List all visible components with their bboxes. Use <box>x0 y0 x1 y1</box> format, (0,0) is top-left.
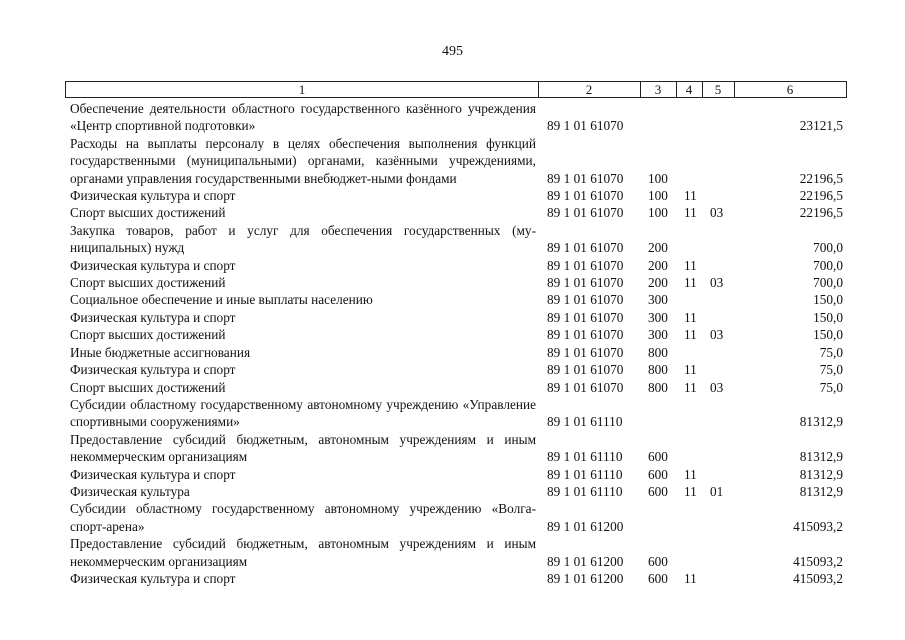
table-row <box>65 309 847 326</box>
row-target-code: 89 1 01 61110 <box>547 483 623 499</box>
row-expense-type: 200 <box>648 240 668 256</box>
row-amount: 23121,5 <box>799 118 843 134</box>
budget-table <box>65 81 847 587</box>
row-expense-type: 800 <box>648 362 668 378</box>
row-amount: 415093,2 <box>793 553 843 569</box>
row-expense-type: 100 <box>648 188 668 204</box>
table-row <box>65 379 847 396</box>
row-amount: 81312,9 <box>799 449 843 465</box>
row-target-code: 89 1 01 61070 <box>547 205 624 221</box>
row-target-code: 89 1 01 61070 <box>547 309 624 325</box>
row-target-code: 89 1 01 61200 <box>547 518 624 534</box>
row-amount: 415093,2 <box>793 570 843 586</box>
table-row <box>65 466 847 483</box>
row-section: 11 <box>684 309 697 325</box>
row-target-code: 89 1 01 61110 <box>547 466 623 482</box>
table-row <box>65 326 847 343</box>
row-expense-type: 600 <box>648 449 668 465</box>
row-target-code: 89 1 01 61110 <box>547 414 623 430</box>
table-row <box>65 570 847 587</box>
table-row <box>65 135 847 187</box>
header-col-3: 3 <box>640 82 677 97</box>
table-row <box>65 274 847 291</box>
row-amount: 700,0 <box>813 257 843 273</box>
row-section: 11 <box>684 257 697 273</box>
row-amount: 22196,5 <box>799 205 843 221</box>
row-amount: 81312,9 <box>799 466 843 482</box>
row-section: 11 <box>684 188 697 204</box>
row-description: Физическая культура и спорт <box>70 570 236 586</box>
table-row <box>65 535 847 570</box>
row-target-code: 89 1 01 61070 <box>547 327 624 343</box>
row-description: Физическая культура и спорт <box>70 309 236 325</box>
row-target-code: 89 1 01 61200 <box>547 570 624 586</box>
row-amount: 415093,2 <box>793 518 843 534</box>
header-col-6: 6 <box>786 82 794 97</box>
row-expense-type: 100 <box>648 170 668 186</box>
row-section: 11 <box>684 205 697 221</box>
row-description: Физическая культура <box>70 483 190 499</box>
row-description: Закупка товаров, работ и услуг для обеспечения государственных (му-ниципальных) нужд <box>70 222 536 256</box>
table-row <box>65 257 847 274</box>
row-expense-type: 300 <box>648 309 668 325</box>
row-description: Предоставление субсидий бюджетным, автономным учреждениям и иным некоммерческим организациям <box>70 431 536 465</box>
row-section: 11 <box>684 570 697 586</box>
row-amount: 75,0 <box>819 344 843 360</box>
row-expense-type: 300 <box>648 292 668 308</box>
table-row <box>65 187 847 204</box>
row-description: Физическая культура и спорт <box>70 257 236 273</box>
row-target-code: 89 1 01 61070 <box>547 379 624 395</box>
row-description: Спорт высших достижений <box>70 205 226 221</box>
row-target-code: 89 1 01 61070 <box>547 240 624 256</box>
row-amount: 22196,5 <box>799 170 843 186</box>
row-amount: 700,0 <box>813 240 843 256</box>
row-description: Расходы на выплаты персоналу в целях обеспечения выполнения функций государственными (муниципальными) органами, казёнными учреждениями, органами управления государственными внебюджет-ными фондами <box>70 135 536 186</box>
row-amount: 700,0 <box>813 275 843 291</box>
row-description: Физическая культура и спорт <box>70 362 236 378</box>
row-target-code: 89 1 01 61110 <box>547 449 623 465</box>
row-expense-type: 600 <box>648 466 668 482</box>
row-expense-type: 800 <box>648 379 668 395</box>
row-target-code: 89 1 01 61070 <box>547 170 624 186</box>
row-expense-type: 300 <box>648 327 668 343</box>
table-row <box>65 204 847 221</box>
row-expense-type: 600 <box>648 483 668 499</box>
row-section: 11 <box>684 275 697 291</box>
row-subsection: 03 <box>710 379 724 395</box>
row-amount: 22196,5 <box>799 188 843 204</box>
table-row <box>65 500 847 535</box>
row-expense-type: 100 <box>648 205 668 221</box>
row-target-code: 89 1 01 61070 <box>547 292 624 308</box>
table-row <box>65 100 847 135</box>
table-body <box>65 100 847 587</box>
row-expense-type: 600 <box>648 570 668 586</box>
row-amount: 150,0 <box>813 309 843 325</box>
table-row <box>65 222 847 257</box>
table-row <box>65 396 847 431</box>
row-description: Спорт высших достижений <box>70 275 226 291</box>
row-target-code: 89 1 01 61070 <box>547 257 624 273</box>
table-row <box>65 431 847 466</box>
row-expense-type: 200 <box>648 257 668 273</box>
row-amount: 75,0 <box>819 362 843 378</box>
row-section: 11 <box>684 379 697 395</box>
table-row <box>65 291 847 308</box>
row-target-code: 89 1 01 61070 <box>547 188 624 204</box>
header-col-4: 4 <box>676 82 703 97</box>
row-amount: 150,0 <box>813 292 843 308</box>
row-description: Иные бюджетные ассигнования <box>70 344 251 360</box>
row-expense-type: 200 <box>648 275 668 291</box>
row-section: 11 <box>684 466 697 482</box>
header-col-1: 1 <box>66 82 539 97</box>
row-description: Предоставление субсидий бюджетным, автономным учреждениям и иным некоммерческим организациям <box>70 536 536 569</box>
row-description: Обеспечение деятельности областного государственного казённого учреждения «Центр спортивной подготовки» <box>70 101 536 134</box>
row-description: Физическая культура и спорт <box>70 188 236 204</box>
row-description: Спорт высших достижений <box>70 379 226 395</box>
page-number: 495 <box>442 44 463 59</box>
row-expense-type: 800 <box>648 344 668 360</box>
row-description: Субсидии областному государственному автономному учреждению «Управление спортивными сооружениями» <box>70 396 536 430</box>
row-target-code: 89 1 01 61070 <box>547 118 624 134</box>
row-target-code: 89 1 01 61200 <box>547 553 624 569</box>
row-subsection: 03 <box>710 327 724 343</box>
row-target-code: 89 1 01 61070 <box>547 362 624 378</box>
row-amount: 81312,9 <box>799 483 843 499</box>
row-subsection: 03 <box>710 205 724 221</box>
table-row <box>65 344 847 361</box>
row-amount: 150,0 <box>813 327 843 343</box>
row-target-code: 89 1 01 61070 <box>547 344 624 360</box>
row-amount: 81312,9 <box>799 414 843 430</box>
row-description: Субсидии областному государственному автономному учреждению «Волга-спорт-арена» <box>70 501 536 534</box>
row-amount: 75,0 <box>819 379 843 395</box>
row-subsection: 01 <box>710 483 724 499</box>
row-description: Физическая культура и спорт <box>70 466 236 482</box>
row-section: 11 <box>684 327 697 343</box>
header-col-5: 5 <box>702 82 735 97</box>
row-target-code: 89 1 01 61070 <box>547 275 624 291</box>
header-col-2: 2 <box>538 82 641 97</box>
table-row <box>65 361 847 378</box>
table-header <box>65 81 847 98</box>
row-section: 11 <box>684 362 697 378</box>
row-expense-type: 600 <box>648 553 668 569</box>
row-description: Социальное обеспечение и иные выплаты населению <box>70 292 373 308</box>
row-description: Спорт высших достижений <box>70 327 226 343</box>
row-section: 11 <box>684 483 697 499</box>
table-row <box>65 483 847 500</box>
row-subsection: 03 <box>710 275 724 291</box>
